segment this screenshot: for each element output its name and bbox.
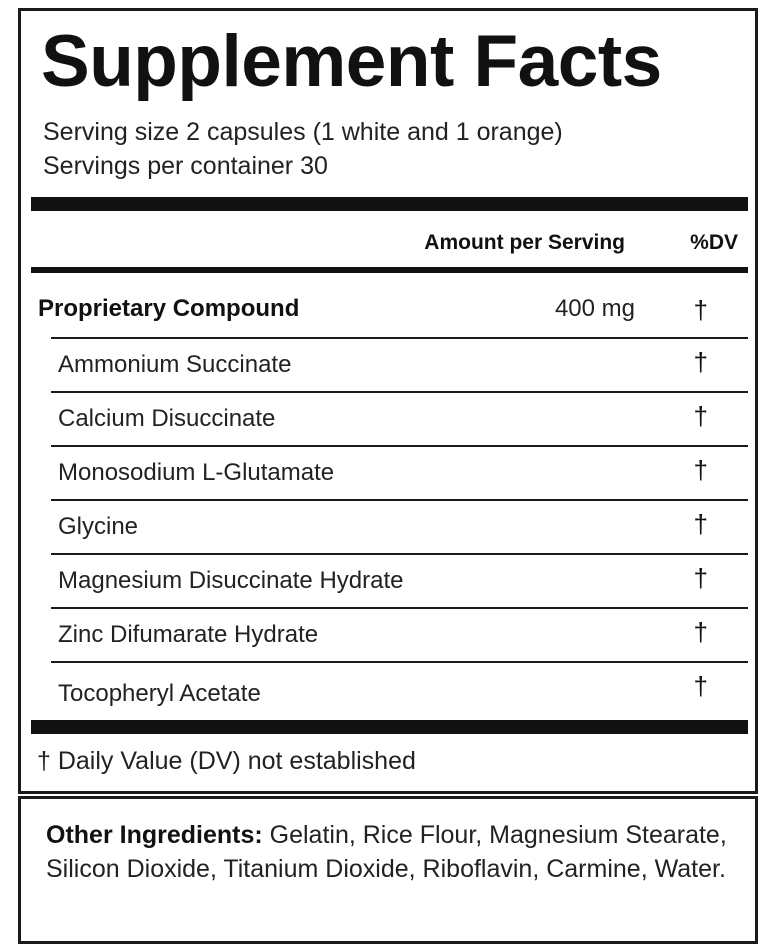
- ingredient-name: Zinc Difumarate Hydrate: [58, 621, 319, 648]
- ingredient-row: [51, 661, 748, 720]
- other-ingredients-panel: [18, 796, 758, 944]
- dv-footnote: † Daily Value (DV) not established: [37, 747, 416, 775]
- ingredient-row: [51, 499, 748, 553]
- ingredient-name: Ammonium Succinate: [58, 351, 292, 378]
- dv-dagger: †: [693, 671, 708, 701]
- dv-dagger: †: [693, 563, 708, 593]
- ingredient-name: Magnesium Disuccinate Hydrate: [58, 567, 404, 594]
- ingredient-row: [51, 391, 748, 445]
- ingredient-row: [51, 337, 748, 391]
- dv-dagger: †: [693, 617, 708, 647]
- other-ingredients-list: Gelatin, Rice Flour, Magnesium Stearate, Silicon Dioxide, Titanium Dioxide, Riboflavin, Carmine, Water.: [46, 821, 727, 883]
- other-ingredients-label: Other Ingredients:: [46, 821, 263, 849]
- proprietary-compound-name: Proprietary Compound: [38, 295, 300, 322]
- amount-per-serving-header: Amount per Serving: [424, 231, 625, 254]
- thick-divider: [31, 197, 748, 211]
- dv-dagger: †: [693, 401, 708, 431]
- ingredient-name: Tocopheryl Acetate: [58, 680, 261, 707]
- ingredient-row: [51, 553, 748, 607]
- ingredient-name: Glycine: [58, 513, 139, 540]
- other-ingredients: [46, 818, 736, 886]
- dv-dagger: †: [693, 347, 708, 377]
- ingredient-row: [51, 607, 748, 661]
- proprietary-compound-amount: 400 mg: [554, 295, 635, 322]
- dv-dagger: †: [693, 455, 708, 485]
- proprietary-compound-row: [31, 273, 748, 337]
- serving-size: Serving size 2 capsules (1 white and 1 orange): [43, 118, 563, 146]
- ingredient-name: Calcium Disuccinate: [58, 405, 276, 432]
- dv-dagger: †: [693, 295, 708, 325]
- ingredient-name: Monosodium L-Glutamate: [58, 459, 335, 486]
- label-title: Supplement Facts: [41, 21, 662, 102]
- supplement-facts-panel: [18, 8, 758, 794]
- daily-value-header: %DV: [690, 231, 738, 254]
- thick-divider: [31, 720, 748, 734]
- servings-per-container: Servings per container 30: [43, 152, 328, 180]
- dv-dagger: †: [693, 509, 708, 539]
- ingredient-row: [51, 445, 748, 499]
